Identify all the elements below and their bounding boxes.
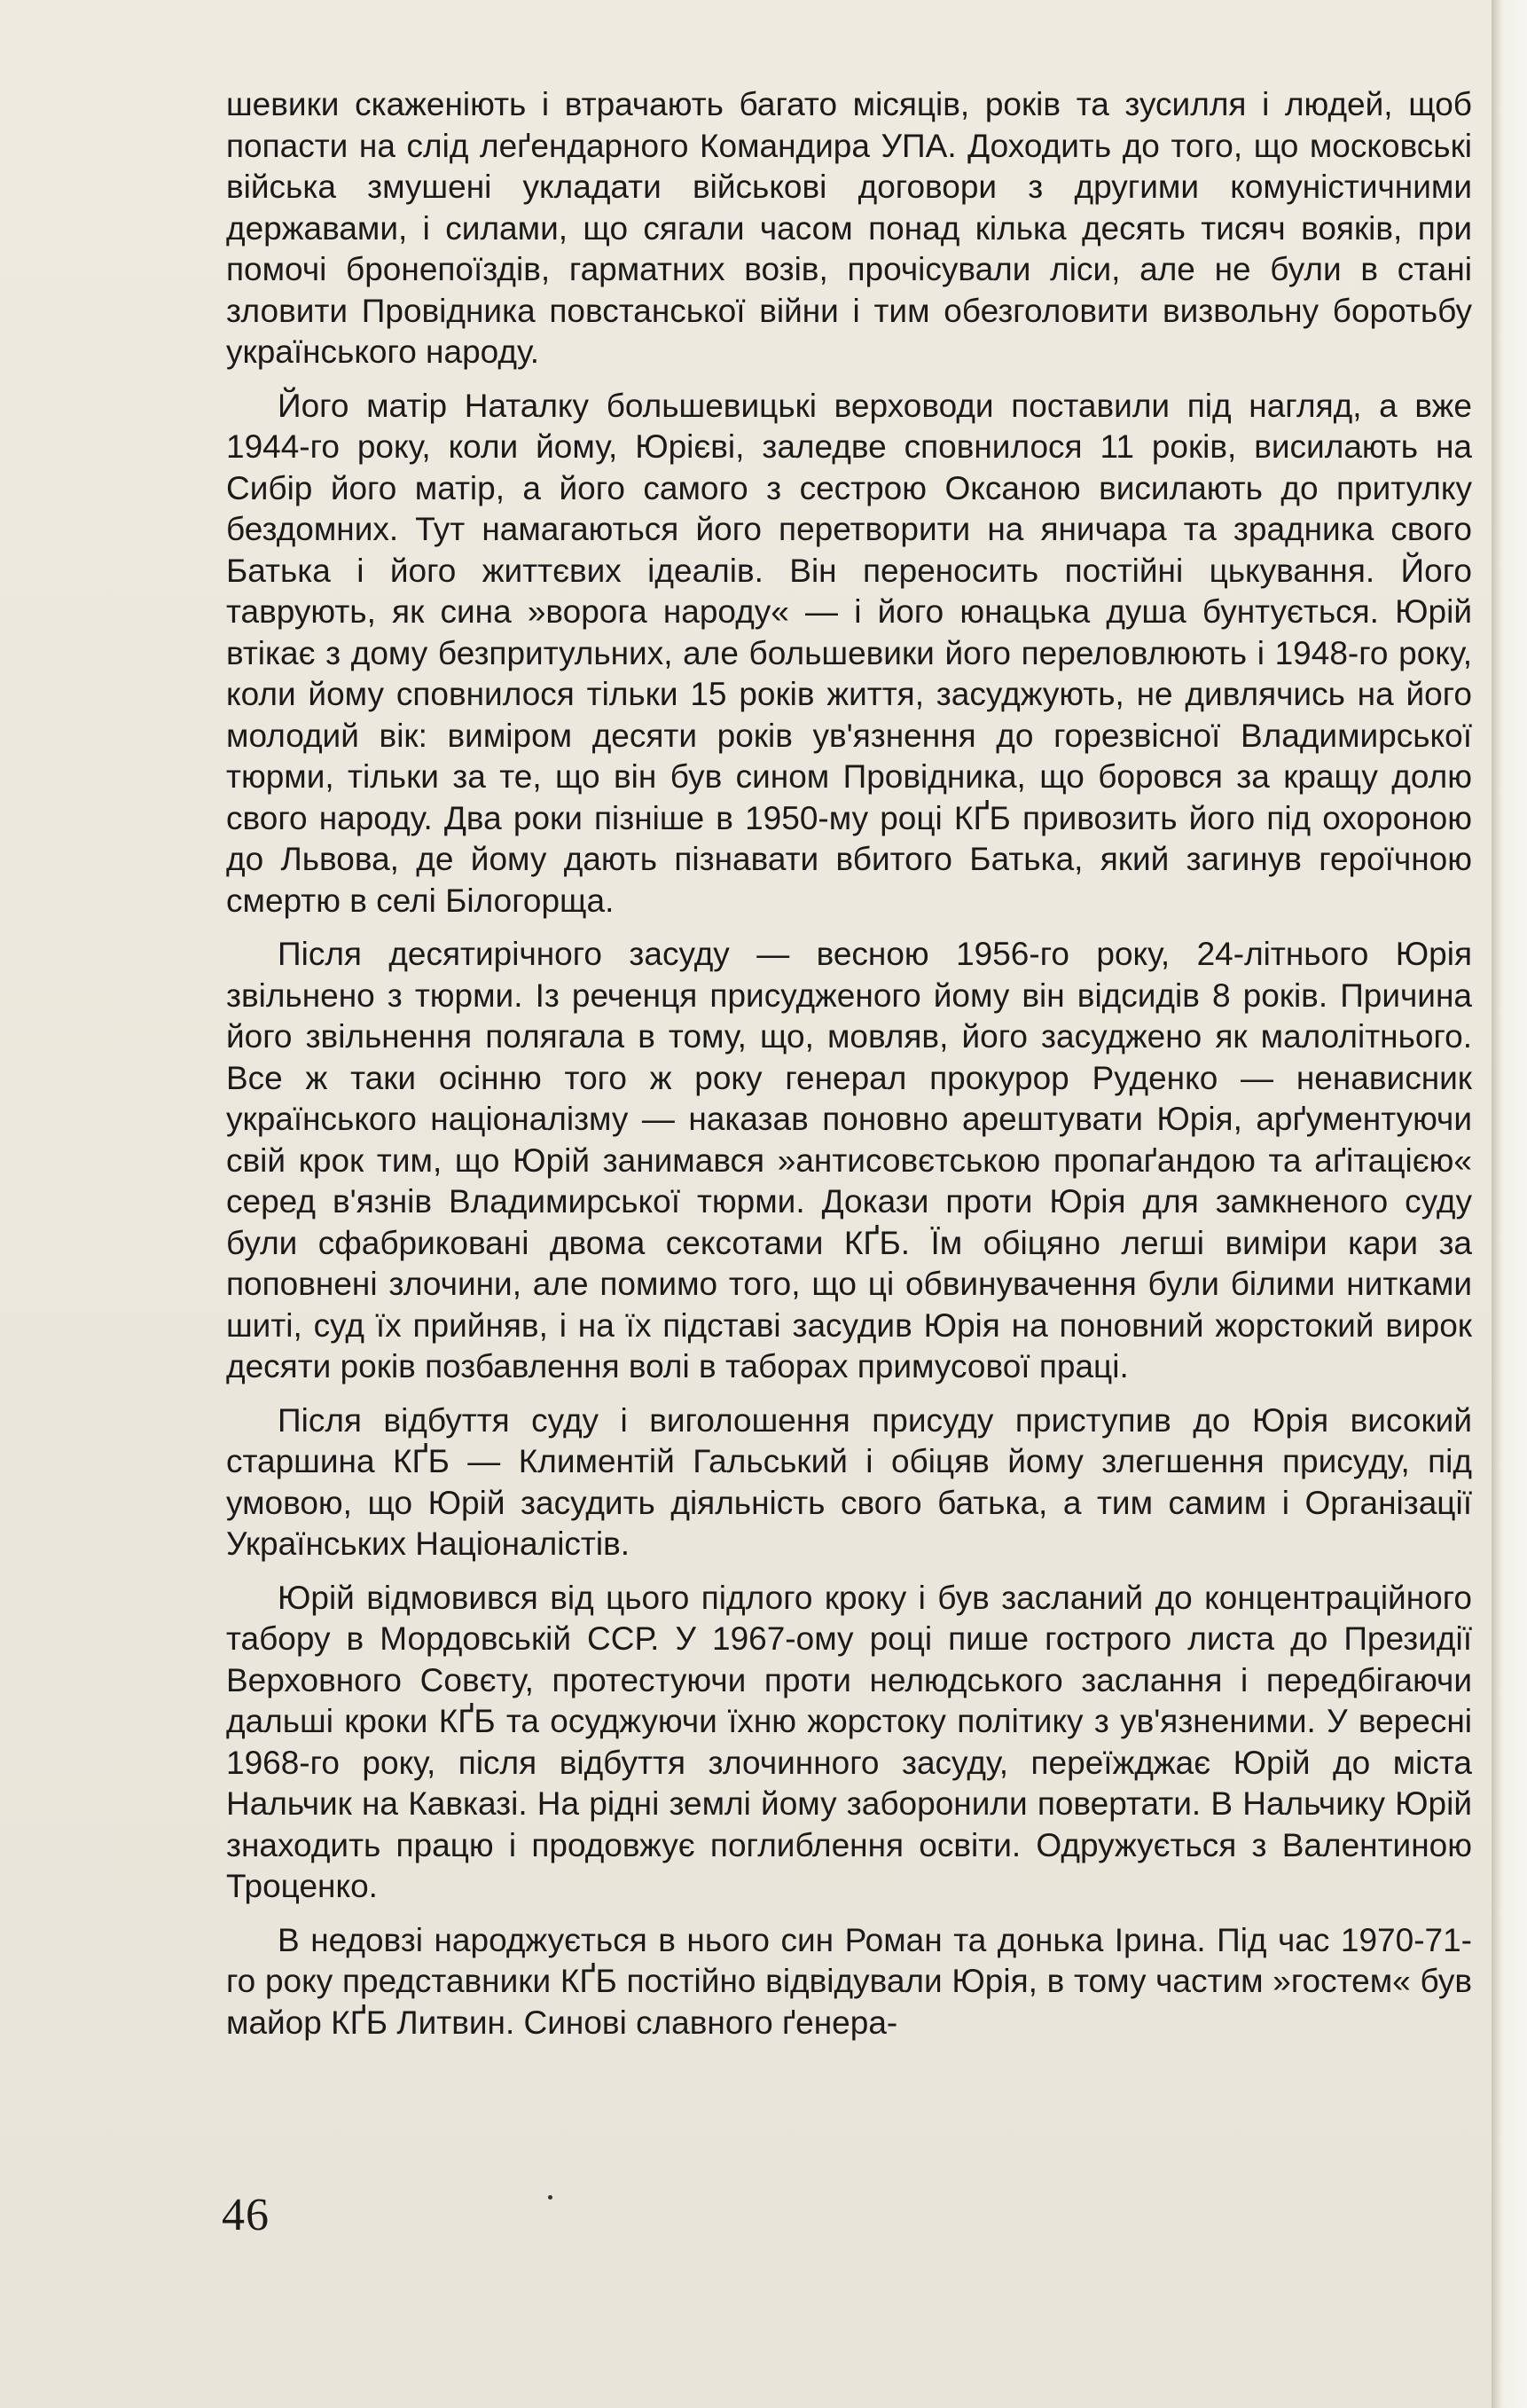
paragraph-1: шевики скаженіють і втрачають багато місяців, років та зусилля і людей, щоб попасти на слід леґендарного Командира УПА. Доходить до того, що московські війська змушені укладати військові договори з другими комуністичними державами, і силами, що сягали часом понад кілька десять тисяч вояків, при помочі бронепоїздів, гарматних возів, прочісували ліси, але не були в стані зловити Провідника повстанської війни і тим обезголовити визвольну боротьбу українського народу.	[226, 86, 1472, 370]
paragraph-3: Після десятирічного засуду — весною 1956-го року, 24-літнього Юрія звільнено з тюрми. Із реченця присудженого йому він відсидів 8 років. Причина його звільнення полягала в тому, що, мовляв, його засуджено як малолітнього. Все ж таки осінню того ж року генерал прокурор Руденко — ненависник українського націоналізму — наказав поновно арештувати Юрія, арґументуючи свій крок тим, що Юрій занимався »антисовєтською пропаґандою та аґітацією« серед в'язнів Владимирської тюрми. Докази проти Юрія для замкненого суду були сфабриковані двома сексотами КҐБ. Їм обіцяно легші виміри кари за поповнені злочини, але помимо того, що ці обвинувачення були білими нитками шиті, суд їх прийняв, і на їх підставі засудив Юрія на поновний жорстокий вирок десяти років позбавлення волі в таборах примусової праці.	[226, 936, 1472, 1384]
paragraph-4: Після відбуття суду і виголошення присуду приступив до Юрія високий старшина КҐБ — Климентій Гальський і обіцяв йому злегшення присуду, під умовою, що Юрій засудить діяльність свого батька, а тим самим і Організації Українських Націоналістів.	[226, 1401, 1472, 1562]
page-edge	[1492, 0, 1527, 2408]
page-number: 46	[222, 2190, 270, 2240]
body-text	[226, 84, 1472, 2056]
print-speck	[548, 2195, 552, 2200]
paragraph-6: В недовзі народжується в нього син Роман та донька Ірина. Під час 1970-71-го року представники КҐБ постійно відвідували Юрія, в тому частим »гостем« був майор КҐБ Литвин. Синові славного ґенера-	[226, 1921, 1472, 2041]
paragraph-2: Його матір Наталку большевицькі верховоди поставили під нагляд, а вже 1944-го року, коли йому, Юрієві, заледве сповнилося 11 років, висилають на Сибір його матір, а його самого з сестрою Оксаною висилають до притулку бездомних. Тут намагаються його перетворити на яничара та зрадника свого Батька і його життєвих ідеалів. Він переносить постійні цькування. Його таврують, як сина »ворога народу« — і його юнацька душа бунтується. Юрій втікає з дому безпритульних, але большевики його переловлюють і 1948-го року, коли йому сповнилося тільки 15 років життя, засуджують, не дивлячись на його молодий вік: виміром десяти років ув'язнення до горезвісної Владимирської тюрми, тільки за те, що він був сином Провідника, що боровся за кращу долю свого народу. Два роки пізніше в 1950-му році КҐБ привозить його під охороною до Львова, де йому дають пізнавати вбитого Батька, який загинув героїчною смертю в селі Білогорща.	[226, 387, 1472, 919]
paragraph-5: Юрій відмовився від цього підлого кроку і був засланий до концентраційного табору в Мордовській ССР. У 1967-ому році пише гострого листа до Президії Верховного Совєту, протестуючи проти нелюдського заслання і передбігаючи дальші кроки КҐБ та осуджуючи їхню жорстоку політику з ув'язненими. У вересні 1968-го року, після відбуття злочинного засуду, переїжджає Юрій до міста Нальчик на Кавказі. На рідні землі йому заборонили повертати. В Нальчику Юрій знаходить працю і продовжує поглиблення освіти. Одружується з Валентиною Троценко.	[226, 1579, 1472, 1904]
